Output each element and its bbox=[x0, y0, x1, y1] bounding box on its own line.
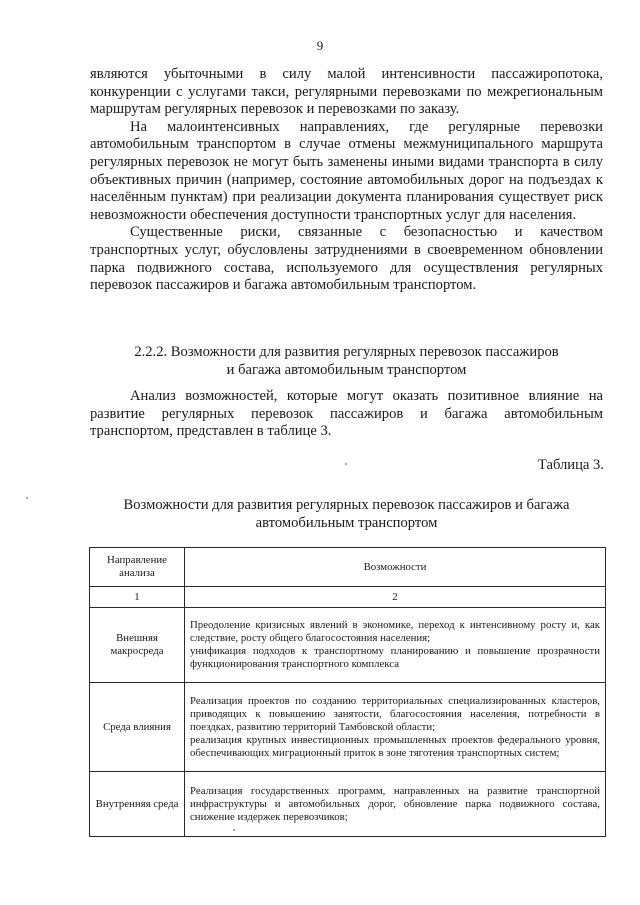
opportunity-cell bbox=[185, 608, 606, 683]
table-row bbox=[90, 772, 606, 837]
opportunity-item: Реализация проектов по созданию территориальных специализированных кластеров, приводящих к повышению занятости, благосостояния населения, потребности в поездках, развитию территорий Тамбовской области; bbox=[190, 694, 600, 733]
direction-cell: Внешняя макросреда bbox=[90, 608, 185, 683]
section-heading bbox=[90, 344, 603, 379]
paragraph: являются убыточными в силу малой интенсивности пассажиропотока, конкуренции с услугами такси, регулярными перевозками по межрегиональным маршрутам регулярных перевозок и перевозками по заказу. bbox=[90, 66, 603, 118]
opportunity-item: Преодоление кризисных явлений в экономике, переход к интенсивному росту и, как следствие, росту общего благосостояния населения; bbox=[190, 619, 600, 644]
paragraph: На малоинтенсивных направлениях, где регулярные перевозки автомобильным транспортом в случае отмены межмуниципального маршрута регулярных перевозок не могут быть заменены иными видами транспорта в силу объективных причин (например, состояние автомобильных дорог на подъездах к населённым пунктам) при реализации документа планирования существует риск невозможности обеспечения доступности транспортных услуг для населения. bbox=[90, 118, 603, 223]
table-header-row bbox=[90, 548, 606, 587]
column-number-row bbox=[90, 587, 606, 608]
opportunity-cell bbox=[185, 772, 606, 837]
opportunity-item: унификация подходов к транспортному планированию и повышение прозрачности функционирования транспортного комплекса bbox=[190, 645, 600, 670]
column-header: Направление анализа bbox=[90, 548, 185, 587]
section-heading-line: и багажа автомобильным транспортом bbox=[226, 361, 467, 378]
page-number: 9 bbox=[316, 38, 324, 53]
paragraph: Анализ возможностей, которые могут оказать позитивное влияние на развитие регулярных перевозок пассажиров и багажа автомобильным транспортом, представлен в таблице 3. bbox=[90, 388, 603, 440]
direction-cell: Внутренняя среда bbox=[90, 772, 185, 837]
scan-speck bbox=[233, 829, 235, 831]
table-row bbox=[90, 608, 606, 683]
table-row bbox=[90, 683, 606, 772]
scan-speck bbox=[26, 497, 28, 499]
paragraph: Существенные риски, связанные с безопасностью и качеством транспортных услуг, обусловлены затруднениями в своевременном обновлении парка подвижного состава, используемого для осуществления регулярных перевозок пассажиров и багажа автомобильным транспортом. bbox=[90, 224, 603, 294]
direction-cell: Среда влияния bbox=[90, 683, 185, 772]
column-number: 1 bbox=[90, 587, 185, 608]
table-title-line: Возможности для развития регулярных перевозок пассажиров и багажа bbox=[123, 497, 570, 513]
scan-speck bbox=[345, 463, 347, 465]
column-header: Возможности bbox=[185, 548, 606, 587]
table-title-line: автомобильным транспортом bbox=[255, 514, 438, 531]
table-label: Таблица 3. bbox=[537, 457, 604, 473]
analysis-text bbox=[90, 388, 603, 441]
column-number: 2 bbox=[185, 587, 606, 608]
section-heading-line: 2.2.2. Возможности для развития регулярных перевозок пассажиров bbox=[134, 344, 559, 360]
table-title bbox=[90, 497, 603, 532]
body-text bbox=[90, 66, 603, 295]
opportunity-item: реализация крупных инвестиционных промышленных проектов федерального уровня, обеспечивающих миграционный приток в зоне тяготения транспортных систем; bbox=[190, 733, 600, 759]
opportunity-cell bbox=[185, 683, 606, 772]
opportunity-item: Реализация государственных программ, направленных на развитие транспортной инфраструктуры и автомобильных дорог, обновление парка подвижного состава, снижение издержек перевозчиков; bbox=[190, 784, 600, 823]
opportunities-table bbox=[89, 547, 606, 837]
